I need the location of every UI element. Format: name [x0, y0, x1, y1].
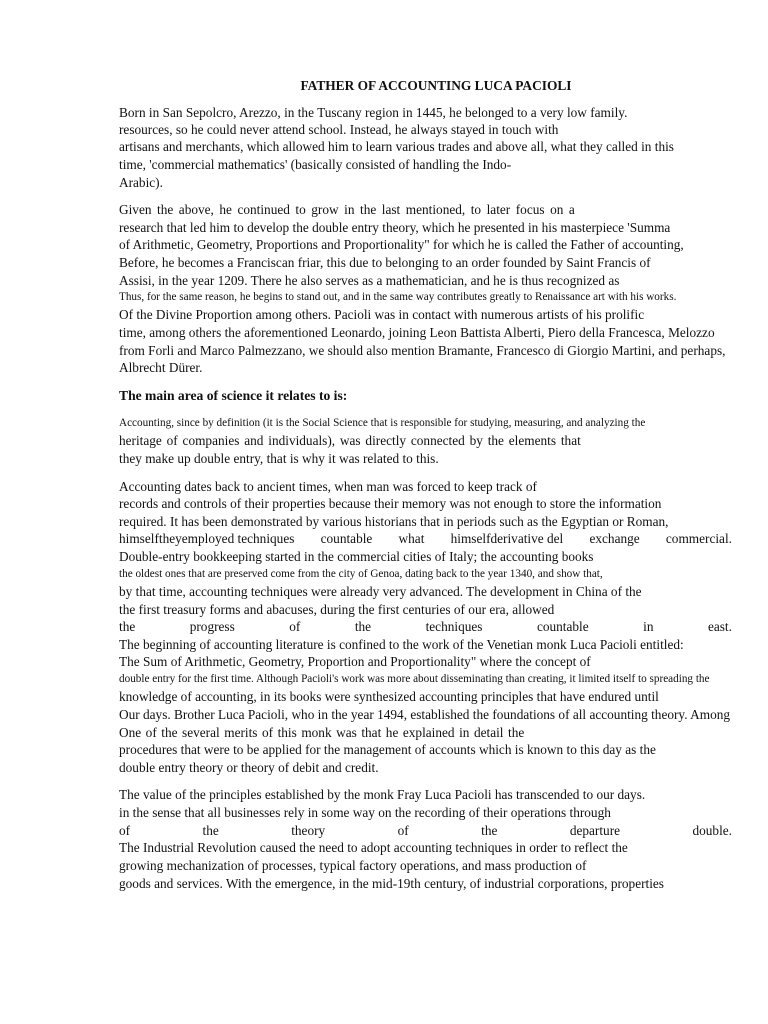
text-line: Given the above, he continued to grow in the last mentioned, to later focus on a	[119, 202, 575, 217]
text-line: Thus, for the same reason, he begins to stand out, and in the same way contributes greatly to Renaissance art with his works.	[119, 291, 677, 303]
word: the	[481, 823, 498, 838]
text-line: artisans and merchants, which allowed him to learn various trades and above all, what they called in this	[119, 139, 674, 154]
text-line: resources, so he could never attend school. Instead, he always stayed in touch with	[119, 122, 559, 137]
document-title: FATHER OF ACCOUNTING LUCA PACIOLI	[300, 78, 572, 93]
text-line: required. It has been demonstrated by various historians that in periods such as the Egyptian or Roman,	[119, 514, 669, 529]
word: what	[398, 531, 425, 546]
text-line: double entry for the first time. Although Pacioli's work was more about disseminating than creating, it limited itself to spreading the	[119, 673, 710, 685]
text-line: Double-entry bookkeeping started in the commercial cities of Italy; the accounting books	[119, 549, 594, 564]
text-line: Born in San Sepolcro, Arezzo, in the Tuscany region in 1445, he belonged to a very low family.	[119, 105, 628, 120]
text-line: goods and services. With the emergence, in the mid-19th century, of industrial corporations, properties	[119, 876, 664, 891]
text-line: in the sense that all businesses rely in some way on the recording of their operations through	[119, 805, 611, 820]
text-line: Accounting dates back to ancient times, when man was forced to keep track of	[119, 479, 537, 494]
word: the	[202, 823, 219, 838]
text-line: Accounting, since by definition (it is the Social Science that is responsible for studying, measuring, and analyzing the	[119, 417, 646, 429]
text-line: of Arithmetic, Geometry, Proportions and Proportionality" for which he is called the Father of accounting,	[119, 237, 684, 252]
text-line: research that led him to develop the double entry theory, which he presented in his masterpiece 'Summa	[119, 220, 671, 235]
word: techniques	[425, 619, 483, 634]
word: commercial.	[665, 531, 732, 546]
text-line: the first treasury forms and abacuses, during the first centuries of our era, allowed	[119, 602, 555, 617]
section-heading: The main area of science it relates to is:	[119, 388, 348, 403]
text-line: The value of the principles established by the monk Fray Luca Pacioli has transcended to our days.	[119, 787, 646, 802]
justified-line	[119, 822, 732, 840]
word: east.	[707, 619, 732, 634]
text-line: from Forli and Marco Palmezzano, we should also mention Bramante, Francesco di Giorgio Martini, and perhaps,	[119, 343, 726, 358]
word: in	[643, 619, 654, 634]
word: progress	[189, 619, 235, 634]
word: himselfderivative del	[450, 531, 564, 546]
word: theory	[291, 823, 326, 838]
text-line: the oldest ones that are preserved come from the city of Genoa, dating back to the year 1340, and show that,	[119, 568, 603, 580]
word: departure	[569, 823, 621, 838]
word: countable	[536, 619, 589, 634]
text-line: The beginning of accounting literature is confined to the work of the Venetian monk Luca Pacioli entitled:	[119, 637, 684, 652]
text-line: heritage of companies and individuals), was directly connected by the elements that	[119, 433, 581, 448]
text-line: growing mechanization of processes, typical factory operations, and mass production of	[119, 858, 587, 873]
text-line: by that time, accounting techniques were already very advanced. The development in China of the	[119, 584, 642, 599]
text-line: procedures that were to be applied for the management of accounts which is known to this day as the	[119, 742, 656, 757]
text-line: Arabic).	[119, 175, 163, 190]
text-line: The Industrial Revolution caused the need to adopt accounting techniques in order to reflect the	[119, 840, 628, 855]
word: countable	[320, 531, 373, 546]
word: the	[354, 619, 372, 634]
word: double.	[692, 823, 732, 838]
text-line: time, among others the aforementioned Leonardo, joining Leon Battista Alberti, Piero della Francesca, Melozzo	[119, 325, 715, 340]
word: of	[289, 619, 301, 634]
text-line: time, 'commercial mathematics' (basically consisted of handling the Indo-	[119, 157, 512, 172]
word: exchange	[589, 531, 640, 546]
text-line: knowledge of accounting, in its books were synthesized accounting principles that have endured until	[119, 689, 659, 704]
text-line: One of the several merits of this monk was that he explained in detail the	[119, 725, 525, 740]
justified-line	[119, 618, 732, 636]
text-line: double entry theory or theory of debit and credit.	[119, 760, 379, 775]
word: the	[119, 619, 136, 634]
text-line: they make up double entry, that is why it was related to this.	[119, 451, 439, 466]
text-line: Albrecht Dürer.	[119, 360, 203, 375]
justified-line	[119, 530, 732, 548]
text-line: Of the Divine Proportion among others. Pacioli was in contact with numerous artists of his prolific	[119, 307, 645, 322]
word: himselftheyemployed techniques	[119, 531, 295, 546]
word: of	[397, 823, 409, 838]
word: of	[119, 823, 131, 838]
text-line: Before, he becomes a Franciscan friar, this due to belonging to an order founded by Saint Francis of	[119, 255, 651, 270]
text-line: Assisi, in the year 1209. There he also serves as a mathematician, and he is thus recognized as	[119, 273, 620, 288]
text-line: The Sum of Arithmetic, Geometry, Proportion and Proportionality" where the concept of	[119, 654, 591, 669]
text-line: Our days. Brother Luca Pacioli, who in the year 1494, established the foundations of all accounting theory. Among	[119, 707, 731, 722]
text-line: records and controls of their properties because their memory was not enough to store the information	[119, 496, 662, 511]
